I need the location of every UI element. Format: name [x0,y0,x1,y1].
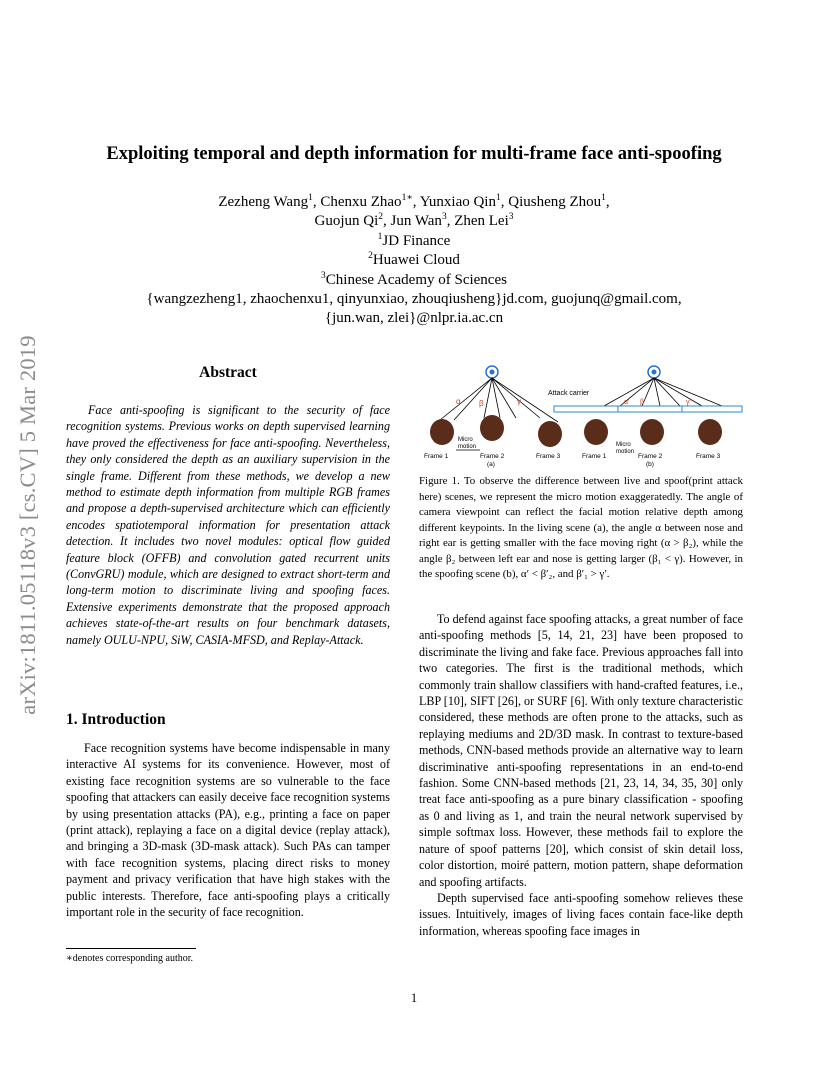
abstract-heading: Abstract [199,364,257,381]
figure-1 [420,362,744,470]
figure-panel-a [424,366,562,468]
author-line-1: Zezheng Wang$^1$, Chenxu Zhao$^{1∗}$, Yunxiao Qin$^1$, Qiusheng Zhou$^1$, [218,193,610,210]
figure-panel-b [548,366,742,468]
camera-icon [490,370,495,375]
caption-text: Figure 1. To observe the difference between live and spoof(print attack here) scenes, we represent the micro motion exaggeratedly. The angle of camera viewpoint can reflect the facial motion relative depth among different keypoints. In the living scene (a), the angle α between nose and right ear is getting smaller with the face moving right (α > β₂), while the angle β₂ between left ear and nose is getting larger (β₁ < γ). However, in the spoofing scene (b), α′ < β′₂, and β′₁ > γ′. [419,475,743,580]
face-frame-3 [538,421,562,447]
micro-motion-label: Micro [458,437,473,443]
frame-2-label: Frame 2 [638,453,663,460]
intro-paragraph-1: Face recognition systems have become indispensable in many interactive AI systems for its convenience. However, most of existing face recognition systems are so vulnerable to the face spoofing that attackers can easily deceive face recognition systems by using presentation attacks (PA), e.g., printing a face on paper (print attack), replaying a face on a digital device (replay attack), and bringing a 3D-mask (3D-mask attack). Such PAs can tamper with face recognition systems, placing direct risks to money payment and privacy verification that have high stakes with the public interests. Therefore, face anti-spoofing plays a critically important role in the security of face recognition. [66,741,390,920]
face-frame-2 [480,415,504,441]
micro-motion-label: motion [616,449,635,455]
face-frame-1 [584,419,608,445]
frame-3-label: Frame 3 [536,453,561,460]
subfigure-a-label: (a) [487,461,495,468]
email-line-2: {jun.wan, zlei}@nlpr.ia.ac.cn [324,310,504,327]
footnote-rule [66,948,196,949]
introduction-heading: 1. Introduction [66,711,166,728]
email-line-1: {wangzezheng1, zhaochenxu1, qinyunxiao, zhouqiusheng}jd.com, guojunq@gmail.com, [146,291,682,308]
attack-carrier-plane [554,406,618,412]
beta-label: β [479,399,484,408]
figure-1-caption [419,474,743,583]
footnote: ∗denotes corresponding author. [66,953,194,964]
affiliation-2: $^2$Huawei Cloud [368,251,460,269]
author-affiliation-mark: 3 [508,212,514,223]
arxiv-stamp-text: arXiv:1811.05118v3 [cs.CV] 5 Mar 2019 [15,335,40,715]
face-frame-1 [430,419,454,445]
author-affiliation-mark: 1 [601,193,606,203]
author-name: Yunxiao Qin [419,194,496,210]
abstract-text: Face anti-spoofing is significant to the security of face recognition systems. Previous works on depth supervised learning have proved the effectiveness for face anti-spoofing. Nevertheless, they only considered the depth as an auxiliary supervision in the single frame. Different from these methods, we develop a new method to estimate depth information from multiple RGB frames and propose a depth-supervised architecture which can efficiently encodes spatiotemporal information for presentation attack detection. It includes two novel modules: optical flow guided feature block (OFFB) and convolution gated recurrent units (ConvGRU) module, which are designed to extract short-term and long-term motion to discriminate living and spoofing faces. Extensive experiments demonstrate that the proposed approach achieves state-of-the-art results on four benchmark datasets, namely OULU-NPU, SiW, CASIA-MFSD, and Replay-Attack. [66,403,390,647]
author-name: Guojun Qi [314,213,379,230]
alpha-label: α [456,397,461,406]
gamma-label: γ [517,397,521,406]
beta-prime-label: β' [640,399,646,406]
face-frame-2 [640,419,664,445]
author-affiliation-mark: 1∗ [401,193,413,203]
introduction-body [66,740,390,920]
face-frame-3 [698,419,722,445]
affiliation-1: $^1$JD Finance [377,231,451,249]
abstract-body [66,402,390,648]
paper-title: Exploiting temporal and depth information for multi-frame face anti-spoofing [106,144,722,164]
attack-carrier-plane [682,406,742,412]
attack-carrier-label: Attack carrier [548,390,590,397]
author-name: Zezheng Wang [218,194,309,210]
right-paragraph-2: Depth supervised face anti-spoofing somehow relieves these issues. Intuitively, images of living faces contain face-like depth information, whereas spoofing face images in [419,890,743,938]
right-paragraph-1: To defend against face spoofing attacks, a great number of face anti-spoofing methods [5, 14, 21, 23] have been proposed to discriminate the living and fake face. Previous approaches fall into two categories. The first is the traditional methods, which commonly train shallow classifiers with hand-crafted features, i.e., LBP [10], SIFT [26], or SURF [6]. With only texture characteristic considered, these methods are often prone to the attacks, such as replaying mediums and 2D/3D mask. In contrast to texture-based methods, CNN-based methods provide an alternative way to learn discriminative anti-spoofing representations in an end-to-end fashion. Some CNN-based methods [21, 23, 14, 34, 35, 30] only treat face anti-spoofing as a pure binary classification - spoofing as 0 and living as 1, and train the neural network supervised by simple softmax loss. However, these methods fail to explore the nature of spoof patterns [20], which consist of skin detail loss, color distortion, moiré pattern, motion pattern, shape deformation and spoofing artifacts. [419,612,743,889]
author-affiliation-mark: 1 [308,193,313,203]
author-name: Chenxu Zhao [320,194,402,210]
author-name: Qiusheng Zhou [508,194,602,210]
frame-2-label: Frame 2 [480,453,505,460]
affiliation-3: $^3$Chinese Academy of Sciences [321,270,507,288]
author-affiliation-mark: 1 [495,193,501,203]
author-affiliation-mark: 3 [441,212,447,223]
author-line-2: Guojun Qi$^2$, Jun Wan$^3$, Zhen Lei$^3$ [314,212,514,230]
subfigure-b-label: (b) [646,461,654,468]
author-block [0,193,828,329]
arxiv-stamp [6,292,50,758]
author-affiliation-mark: 2 [378,212,383,223]
frame-3-label: Frame 3 [696,453,721,460]
frame-1-label: Frame 1 [582,453,607,460]
alpha-prime-label: α' [624,399,630,406]
frame-1-label: Frame 1 [424,453,449,460]
right-column-body [419,611,743,939]
author-name: Zhen Lei [454,213,509,230]
micro-motion-label: Micro [616,442,631,448]
author-name: Jun Wan [390,213,442,230]
camera-icon [652,370,657,375]
gamma-prime-label: γ' [686,399,691,406]
micro-motion-label: motion [458,444,477,450]
attack-carrier-plane [618,406,682,412]
page-number: 1 [410,991,418,1005]
